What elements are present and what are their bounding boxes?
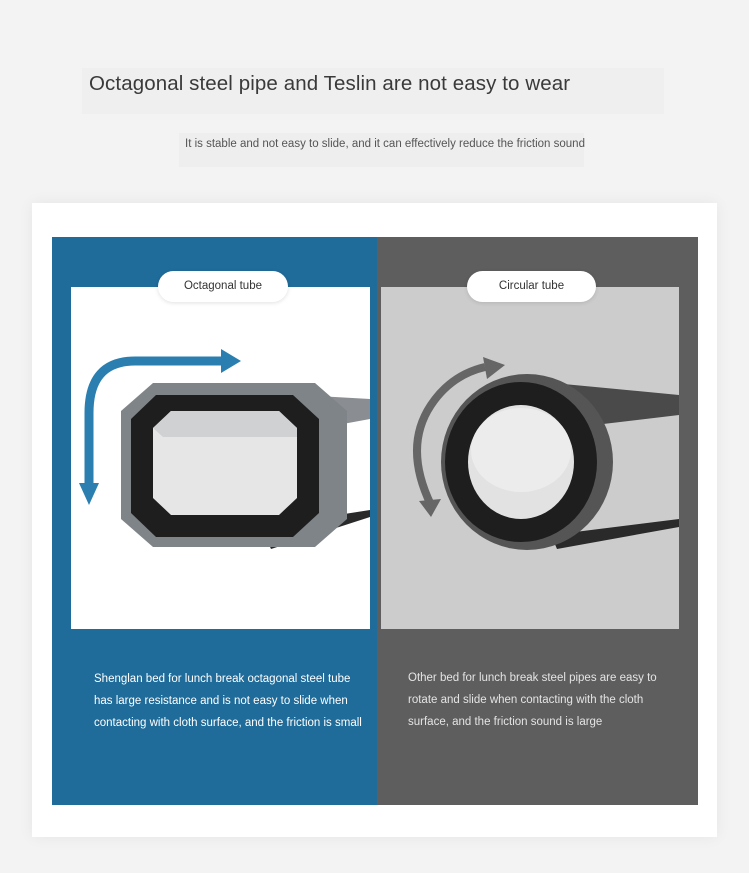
arrow-head-right: [221, 349, 241, 373]
circular-tube-icon: [381, 287, 679, 629]
circular-tube-panel: [377, 237, 698, 805]
page-title: Octagonal steel pipe and Teslin are not easy to wear: [89, 72, 571, 95]
arrow-head-up: [483, 357, 505, 379]
octagonal-tube-panel: [52, 237, 377, 805]
page-subtitle: It is stable and not easy to slide, and it can effectively reduce the friction sound: [185, 138, 585, 150]
label-pill-octagonal: Octagonal tube: [158, 271, 288, 302]
label-pill-circular: Circular tube: [467, 271, 596, 302]
circle-hole-highlight: [471, 408, 571, 492]
arrow-head-down: [79, 483, 99, 505]
circular-tube-image: [381, 287, 679, 629]
arrow-head-down: [419, 499, 441, 517]
octagon-hole-shade: [153, 411, 297, 437]
octagonal-tube-icon: [71, 287, 370, 629]
octagonal-description: Shenglan bed for lunch break octagonal steel tube has large resistance and is not easy to slide when contacting with cloth surface, and the friction is small: [94, 673, 362, 729]
circular-description: Other bed for lunch break steel pipes are easy to rotate and slide when contacting with the cloth surface, and the friction sound is large: [408, 672, 657, 728]
octagonal-tube-image: [71, 287, 370, 629]
